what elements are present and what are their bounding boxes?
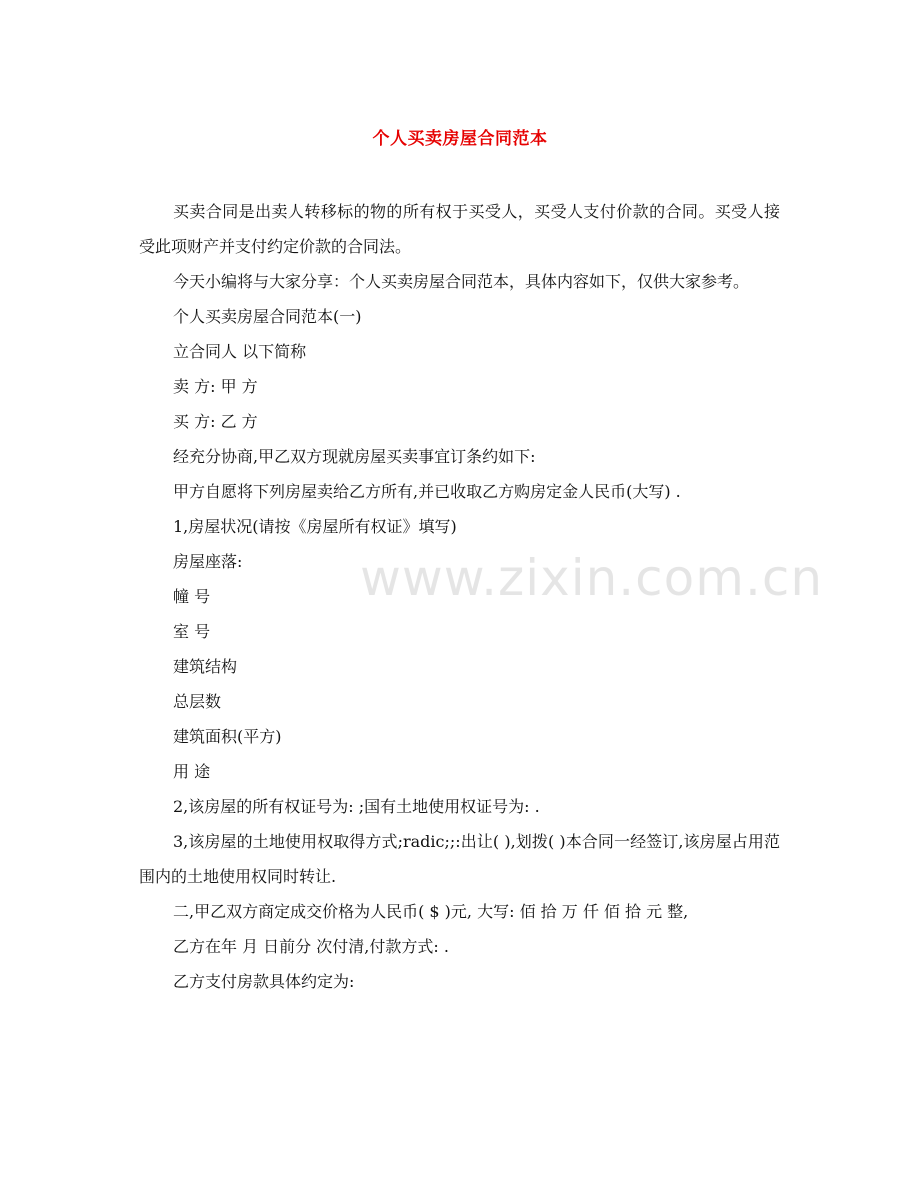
field-usage: 用 途 xyxy=(173,762,211,781)
paragraph-price: 二,甲乙双方商定成交价格为人民币( $ )元, 大写: 佰 拾 万 仟 佰 拾 元 整, xyxy=(173,902,689,921)
paragraph-land-use-right: 3,该房屋的土地使用权取得方式;radic;;:出让( ),划拨( )本合同一经签订,该房屋占用范围内的土地使用权同时转让. xyxy=(139,832,780,886)
field-building-structure: 建筑结构 xyxy=(173,657,238,676)
paragraph-share: 今天小编将与大家分享：个人买卖房屋合同范本，具体内容如下，仅供大家参考。 xyxy=(173,272,750,291)
paragraph-seller: 卖 方: 甲 方 xyxy=(173,377,258,396)
field-building-area: 建筑面积(平方) xyxy=(173,727,282,746)
field-room-number: 室 号 xyxy=(173,622,211,641)
field-total-floors: 总层数 xyxy=(173,692,222,711)
watermark: www.zixin.com.cn xyxy=(360,549,824,607)
paragraph-intro: 买卖合同是出卖人转移标的物的所有权于买受人，买受人支付价款的合同。买受人接受此项财产并支付约定价款的合同法。 xyxy=(139,202,780,256)
paragraph-payment-deadline: 乙方在年 月 日前分 次付清,付款方式: . xyxy=(173,937,449,956)
document-title: 个人买卖房屋合同范本 xyxy=(372,129,548,149)
paragraph-parties: 立合同人 以下简称 xyxy=(173,342,307,361)
paragraph-buyer: 买 方: 乙 方 xyxy=(173,412,258,431)
paragraph-house-status: 1,房屋状况(请按《房屋所有权证》填写) xyxy=(173,517,457,536)
document-body xyxy=(139,194,780,999)
paragraph-agreement: 经充分协商,甲乙双方现就房屋买卖事宜订条约如下: xyxy=(173,447,536,466)
paragraph-contract-heading: 个人买卖房屋合同范本(一) xyxy=(173,307,362,326)
field-building-number: 幢 号 xyxy=(173,587,211,606)
field-house-location: 房屋座落: xyxy=(173,552,243,571)
paragraph-deposit: 甲方自愿将下列房屋卖给乙方所有,并已收取乙方购房定金人民币(大写) . xyxy=(173,482,681,501)
paragraph-certificate-numbers: 2,该房屋的所有权证号为: ;国有土地使用权证号为: . xyxy=(173,797,540,816)
paragraph-payment-terms: 乙方支付房款具体约定为: xyxy=(173,972,355,991)
